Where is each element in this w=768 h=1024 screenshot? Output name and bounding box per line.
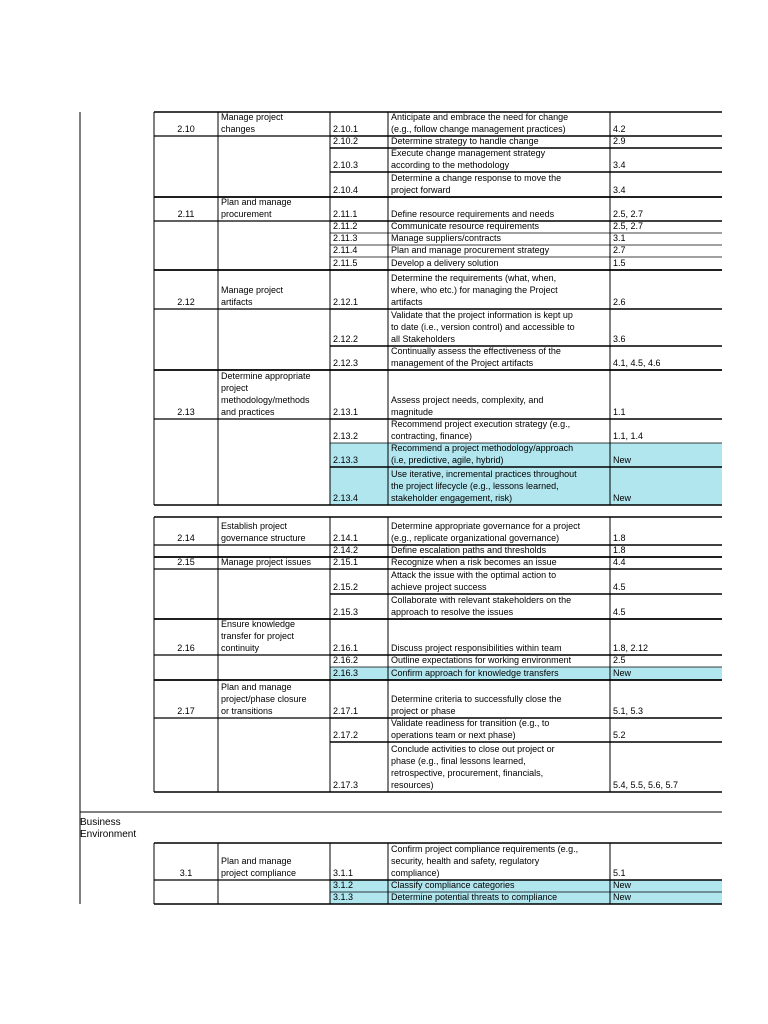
group-name xyxy=(218,520,330,544)
task-description xyxy=(388,556,610,568)
task-reference: 3.4 xyxy=(613,160,626,170)
group-name-line: methodology/methods xyxy=(221,395,310,405)
task-description xyxy=(388,468,610,504)
task-description xyxy=(388,147,610,171)
task-description-line: Confirm approach for knowledge transfers xyxy=(391,668,559,678)
group-number-line: 2.16 xyxy=(177,643,195,653)
group-number-line: 2.13 xyxy=(177,407,195,417)
group-number xyxy=(154,208,218,220)
section-label-line1: Business xyxy=(80,817,121,828)
task-description xyxy=(388,220,610,232)
task-description-line: Develop a delivery solution xyxy=(391,258,499,268)
task-description-line: Conclude activities to close out project or xyxy=(391,744,555,754)
task-reference: New xyxy=(613,668,632,678)
task-description xyxy=(388,667,610,679)
task-description-line: according to the methodology xyxy=(391,160,510,170)
group-name-line: project compliance xyxy=(221,868,297,878)
task-description xyxy=(388,520,610,544)
task-description xyxy=(388,418,610,442)
group-name xyxy=(218,196,330,220)
task-reference: 1.8 xyxy=(613,533,626,543)
task-description xyxy=(388,743,610,791)
task-description-line: Determine appropriate governance for a project xyxy=(391,521,581,531)
task-description xyxy=(388,172,610,196)
task-reference: 4.4 xyxy=(613,557,626,567)
group-number xyxy=(154,556,218,568)
task-id: 2.10.2 xyxy=(333,136,359,146)
task-reference: 5.1, 5.3 xyxy=(613,706,644,716)
task-id: 2.10.1 xyxy=(333,124,359,134)
task-description-line: Validate that the project information is kept up xyxy=(391,310,573,320)
task-reference: 2.5 xyxy=(613,655,626,665)
task-id: 2.11.1 xyxy=(333,209,358,219)
task-description-line: Execute change management strategy xyxy=(391,148,546,158)
group-name-line: Establish project xyxy=(221,521,288,531)
task-reference: 1.1 xyxy=(613,407,626,417)
group-name xyxy=(218,284,330,308)
group-number-line: 2.12 xyxy=(177,297,195,307)
task-description xyxy=(388,442,610,466)
task-description xyxy=(388,891,610,903)
group-name-line: Manage project issues xyxy=(221,557,312,567)
task-description-line: Collaborate with relevant stakeholders on the xyxy=(391,595,572,605)
task-id: 2.13.2 xyxy=(333,431,359,441)
task-reference: New xyxy=(613,892,632,902)
task-id: 2.14.2 xyxy=(333,545,359,555)
group-name-line: Manage project xyxy=(221,112,284,122)
task-description xyxy=(388,208,610,220)
task-id: 2.12.3 xyxy=(333,358,359,368)
task-id: 2.13.3 xyxy=(333,455,359,465)
group-name-line: governance structure xyxy=(221,533,306,543)
task-reference: 1.1, 1.4 xyxy=(613,431,644,441)
group-name-line: Manage project xyxy=(221,285,284,295)
task-description xyxy=(388,654,610,666)
group-name-line: project xyxy=(221,383,249,393)
task-description-line: stakeholder engagement, risk) xyxy=(391,493,513,503)
task-description-line: artifacts xyxy=(391,297,423,307)
task-reference: 3.1 xyxy=(613,233,626,243)
task-description-line: Plan and manage procurement strategy xyxy=(391,245,550,255)
task-id: 2.17.2 xyxy=(333,730,359,740)
group-name-line: procurement xyxy=(221,209,272,219)
task-id: 2.15.2 xyxy=(333,582,359,592)
task-reference: 5.4, 5.5, 5.6, 5.7 xyxy=(613,780,679,790)
task-description xyxy=(388,345,610,369)
group-name-line: and practices xyxy=(221,407,275,417)
task-description xyxy=(388,244,610,256)
task-description xyxy=(388,843,610,879)
task-description-line: Validate readiness for transition (e.g., to xyxy=(391,718,550,728)
task-description-line: Recommend project execution strategy (e.g., xyxy=(391,419,571,429)
task-reference: 3.6 xyxy=(613,334,626,344)
task-description xyxy=(388,272,610,308)
group-name-line: Plan and manage xyxy=(221,197,292,207)
task-description xyxy=(388,309,610,345)
task-reference: 4.2 xyxy=(613,124,626,134)
group-number-line: 2.15 xyxy=(177,557,195,567)
group-name-line: transfer for project xyxy=(221,631,295,641)
task-description-line: Classify compliance categories xyxy=(391,880,515,890)
group-number xyxy=(154,642,218,654)
task-description-line: (e.g., follow change management practices) xyxy=(391,124,566,134)
task-id: 2.10.4 xyxy=(333,185,359,195)
group-name-line: Plan and manage xyxy=(221,682,292,692)
task-reference: New xyxy=(613,455,632,465)
task-id: 2.15.3 xyxy=(333,607,359,617)
task-description-line: Recognize when a risk becomes an issue xyxy=(391,557,557,567)
task-description-line: Determine the requirements (what, when, xyxy=(391,273,557,283)
task-description-line: Anticipate and embrace the need for change xyxy=(391,112,569,122)
group-number xyxy=(154,705,218,717)
task-description-line: Confirm project compliance requirements (e.g., xyxy=(391,844,579,854)
task-reference: 4.5 xyxy=(613,582,626,592)
task-description-line: project or phase xyxy=(391,706,456,716)
task-id: 2.16.3 xyxy=(333,668,359,678)
task-description-line: Recommend a project methodology/approach xyxy=(391,443,574,453)
task-description xyxy=(388,544,610,556)
group-name-line: changes xyxy=(221,124,256,134)
task-description-line: Manage suppliers/contracts xyxy=(391,233,502,243)
task-description-line: all Stakeholders xyxy=(391,334,456,344)
task-reference: 2.9 xyxy=(613,136,626,146)
task-description xyxy=(388,642,610,654)
task-description-line: to date (i.e., version control) and accessible to xyxy=(391,322,575,332)
task-description-line: (e.g., replicate organizational governance) xyxy=(391,533,560,543)
task-id: 2.13.4 xyxy=(333,493,359,503)
group-number-line: 2.17 xyxy=(177,706,195,716)
task-id: 2.16.1 xyxy=(333,643,359,653)
task-description xyxy=(388,111,610,135)
section-label-line2: Environment xyxy=(80,829,137,840)
task-id: 2.11.5 xyxy=(333,258,358,268)
task-id: 2.11.4 xyxy=(333,245,358,255)
group-number-line: 3.1 xyxy=(179,868,193,878)
group-name-line: artifacts xyxy=(221,297,253,307)
task-description-line: Determine potential threats to compliance xyxy=(391,892,558,902)
task-description-line: compliance) xyxy=(391,868,440,878)
task-description-line: contracting, finance) xyxy=(391,431,473,441)
task-description xyxy=(388,257,610,269)
task-id: 2.17.1 xyxy=(333,706,359,716)
task-id: 3.1.3 xyxy=(333,892,354,902)
group-number xyxy=(154,867,218,879)
task-description xyxy=(388,693,610,717)
task-description-line: Continually assess the effectiveness of the xyxy=(391,346,561,356)
task-reference: 2.7 xyxy=(613,245,626,255)
group-number xyxy=(154,123,218,135)
task-description-line: approach to resolve the issues xyxy=(391,607,514,617)
task-description xyxy=(388,594,610,618)
task-id: 2.14.1 xyxy=(333,533,359,543)
task-description-line: Outline expectations for working environment xyxy=(391,655,572,665)
group-name xyxy=(218,618,330,654)
task-description-line: resources) xyxy=(391,780,434,790)
group-number xyxy=(154,296,218,308)
task-description xyxy=(388,569,610,593)
task-reference: New xyxy=(613,493,632,503)
task-description-line: (i.e, predictive, agile, hybrid) xyxy=(391,455,504,465)
task-reference: 1.5 xyxy=(613,258,626,268)
group-name xyxy=(218,370,330,418)
task-reference: 1.8, 2.12 xyxy=(613,643,649,653)
task-description xyxy=(388,717,610,741)
task-id: 2.17.3 xyxy=(333,780,359,790)
task-reference: 5.1 xyxy=(613,868,626,878)
group-name-line: Determine appropriate xyxy=(221,371,311,381)
task-reference: 4.1, 4.5, 4.6 xyxy=(613,358,661,368)
task-description xyxy=(388,394,610,418)
task-description-line: achieve project success xyxy=(391,582,487,592)
section-label xyxy=(80,817,136,841)
task-description-line: Assess project needs, complexity, and xyxy=(391,395,544,405)
task-id: 2.11.3 xyxy=(333,233,358,243)
group-name-line: Ensure knowledge xyxy=(221,619,296,629)
task-description-line: Define resource requirements and needs xyxy=(391,209,555,219)
task-description-line: Define escalation paths and thresholds xyxy=(391,545,547,555)
task-reference: 2.5, 2.7 xyxy=(613,221,644,231)
task-description-line: operations team or next phase) xyxy=(391,730,516,740)
task-reference: 3.4 xyxy=(613,185,626,195)
group-name-line: Plan and manage xyxy=(221,856,292,866)
group-number-line: 2.14 xyxy=(177,533,195,543)
task-description-line: Determine criteria to successfully close the xyxy=(391,694,562,704)
task-description-line: Determine strategy to handle change xyxy=(391,136,539,146)
task-id: 2.15.1 xyxy=(333,557,359,567)
task-description-line: security, health and safety, regulatory xyxy=(391,856,540,866)
task-description xyxy=(388,879,610,891)
task-description-line: Discuss project responsibilities within team xyxy=(391,643,562,653)
task-id: 2.16.2 xyxy=(333,655,359,665)
task-id: 3.1.1 xyxy=(333,868,354,878)
task-description-line: project forward xyxy=(391,185,451,195)
task-description-line: Attack the issue with the optimal action to xyxy=(391,570,557,580)
task-reference: New xyxy=(613,880,632,890)
task-reference: 1.8 xyxy=(613,545,626,555)
group-name-line: continuity xyxy=(221,643,260,653)
task-description-line: the project lifecycle (e.g., lessons learned, xyxy=(391,481,559,491)
group-name xyxy=(218,681,330,717)
task-description xyxy=(388,135,610,147)
task-reference: 4.5 xyxy=(613,607,626,617)
group-name xyxy=(218,111,330,135)
group-number xyxy=(154,532,218,544)
task-id: 3.1.2 xyxy=(333,880,354,890)
task-description-line: where, who etc.) for managing the Project xyxy=(391,285,558,295)
group-number-line: 2.10 xyxy=(177,124,195,134)
task-description-line: magnitude xyxy=(391,407,434,417)
task-description-line: Determine a change response to move the xyxy=(391,173,562,183)
group-name xyxy=(218,556,330,568)
group-number xyxy=(154,406,218,418)
task-description-line: Communicate resource requirements xyxy=(391,221,540,231)
task-id: 2.11.2 xyxy=(333,221,358,231)
task-description-line: Use iterative, incremental practices throughout xyxy=(391,469,577,479)
task-reference: 2.5, 2.7 xyxy=(613,209,644,219)
task-id: 2.12.1 xyxy=(333,297,359,307)
task-id: 2.12.2 xyxy=(333,334,359,344)
task-reference: 2.6 xyxy=(613,297,626,307)
task-description-line: management of the Project artifacts xyxy=(391,358,534,368)
task-description-line: retrospective, procurement, financials, xyxy=(391,768,544,778)
task-id: 2.13.1 xyxy=(333,407,359,417)
task-description xyxy=(388,232,610,244)
group-number-line: 2.11 xyxy=(177,209,195,219)
task-id: 2.10.3 xyxy=(333,160,359,170)
group-name-line: project/phase closure xyxy=(221,694,307,704)
task-description-line: phase (e.g., final lessons learned, xyxy=(391,756,526,766)
group-name-line: or transitions xyxy=(221,706,273,716)
task-reference: 5.2 xyxy=(613,730,626,740)
group-name xyxy=(218,855,330,879)
